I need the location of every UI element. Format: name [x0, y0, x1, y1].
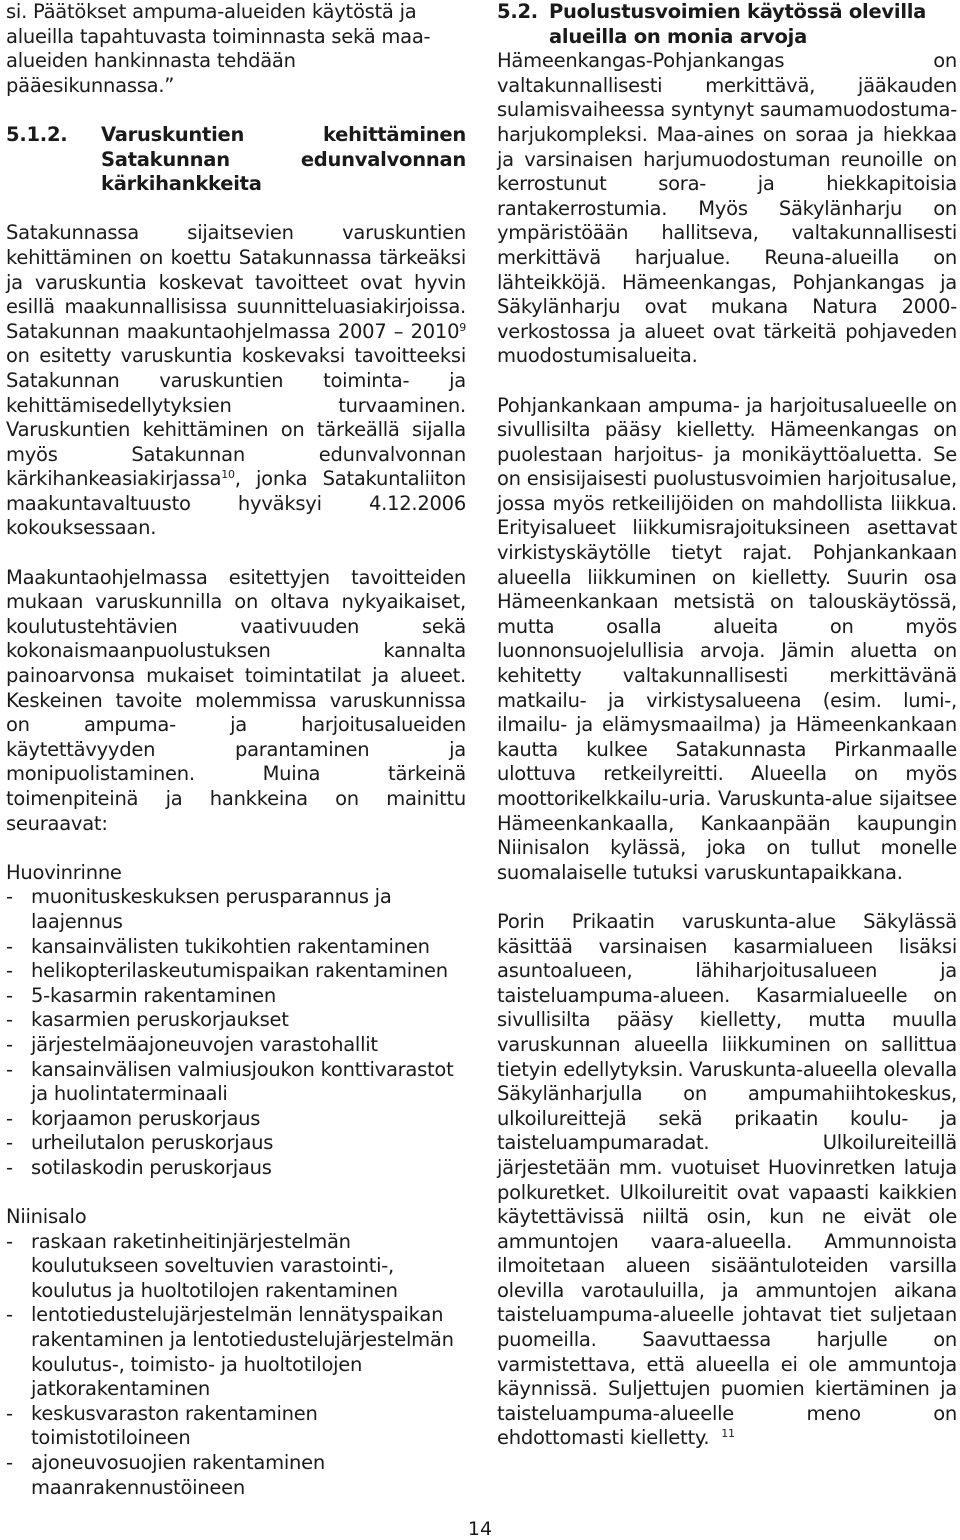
left-column: [6, 0, 466, 1500]
paragraph-text: Porin Prikaatin varuskunta-alue Säkylässä käsittää varsinaisen kasarmialueen lisäksi asuntoalueen, lähiharjoitusalueen ja taisteluampuma-alueen. Kasarmialueelle on sivullisilta pääsy kielletty, mutta muulla varuskunnan alueella liikkuminen on sallittua tietyin edellytyksin. Varuskunta-alueella olevalla Säkylänharjulla on ampumahiihtokeskus, ulkoilureittejä sekä prikaatin koulu- ja taisteluampumaradat. Ulkoilureiteillä järjestetään mm. vuotuiset Huovinretken latuja polkuretket. Ulkoilureitit ovat vapaasti kaikkien käytettävissä niiltä osin, kun ne eivät ole ammuntojen vaara-alueella. Ammunnoista ilmoitetaan alueen sisääntuloteiden varsilla olevilla varotauluilla, ja ammuntojen aikana taisteluampuma-alueelle johtavat tiet suljetaan puomeilla. Saavuttaessa harjulle on varmistettava, että alueella ei ole ammuntoja käynnissä. Suljettujen puomien kiertäminen ja taisteluampuma-alueelle meno on ehdottomasti kielletty.: [497, 909, 957, 1450]
list-item-text: sotilaskodin peruskorjaus: [31, 1155, 272, 1179]
list-item: [6, 1303, 466, 1401]
list-title-niinisalo: Niinisalo: [6, 1205, 87, 1229]
list-item: [6, 1033, 466, 1058]
list-item: [6, 1008, 466, 1033]
spacer: [6, 836, 466, 861]
section-heading-5-2: [497, 0, 957, 49]
footnote-ref: 10: [221, 468, 235, 482]
heading-number: 5.1.2.: [6, 122, 68, 146]
list-dash: -: [6, 934, 13, 958]
heading-title: Puolustusvoimien käytössä olevilla alueilla on monia arvoja: [549, 0, 927, 48]
paragraph-maakuntaohjelma: Maakuntaohjelmassa esitettyjen tavoitteiden mukaan varuskunnilla on oltava nykyaikaiset, koulutustehtävien vaativuuden sekä kokonaismaanpuolustuksen kannalta painoarvonsa mukaiset toimintatilat ja alueet. Keskeinen tavoite molemmissa varuskunnissa on ampuma- ja harjoitusalueiden käytettävyyden parantaminen ja monipuolistaminen. Muina tärkeinä toimenpiteinä ja hankkeina on mainittu seuraavat:: [6, 565, 466, 835]
spacer: [6, 98, 466, 123]
list-dash: -: [6, 1401, 13, 1425]
paragraph-pohjankankaan: Pohjankankaan ampuma- ja harjoitusalueelle on sivullisilta pääsy kielletty. Hämeenkangas on puolestaan harjoitus- ja monikäyttöaluetta. Se on ensisijaisesti puolustusvoimien harjoitusalue, jossa myös retkeilijöiden on mahdollista liikkua. Erityisalueet liikkumisrajoituksineen asettavat virkistyskäytölle tietyt rajat. Pohjankankaan alueella liikkuminen on kielletty. Suurin osa Hämeenkankaan metsistä on talouskäytössä, mutta osalla alueita on myös luonnonsuojelullisia arvoja. Jämin aluetta on kehitetty valtakunnallisesti merkittävänä matkailu- ja virkistysalueena (esim. lumi-, ilmailu- ja elämysmaailma) ja Hämeenkankaan kautta kulkee Satakunnasta Pirkanmaalle ulottuva retkeilyreitti. Alueella on myös moottorikelkkailu-uria. Varuskunta-alue sijaitsee Hämeenkankaalla, Kankaanpään kaupungin Niinisalon kylässä, joka on tullut monelle suomalaiselle tutuksi varuskuntapaikkana.: [497, 393, 957, 884]
spacer: [6, 541, 466, 566]
list-item: [6, 984, 466, 1009]
right-column: [497, 0, 957, 1451]
intro-paragraph: si. Päätökset ampuma-alueiden käytöstä ja alueilla tapahtuvasta toiminnasta sekä maa-alueiden hankinnasta tehdään pääesikunnassa.”: [6, 0, 431, 97]
list-item-text: korjaamon peruskorjaus: [31, 1106, 261, 1130]
huovinrinne-list: [6, 885, 466, 1180]
paragraph-hameenkangas: Hämeenkangas-Pohjankangas on valtakunnallisesti merkittävä, jääkauden sulamisvaiheessa syntynyt saumamuodostuma-harjukompleksi. Maa-aines on soraa ja hiekkaa ja varsinaisen harjumuodostuman reunoille on kerrostunut sora- ja hiekkapitoisia rantakerrostumia. Myös Säkylänharju on ympäristöään hallitseva, valtakunnallisesti merkittävä harjualue. Reuna-alueilla on lähteikköjä. Hämeenkangas, Pohjankangas ja Säkylänharju ovat mukana Natura 2000-verkostossa ja alueet ovat tärkeitä pohjaveden muodostumisalueita.: [497, 49, 957, 368]
list-item-text: raskaan raketinheitinjärjestelmän koulutukseen soveltuvien varastointi-, koulutus ja huoltotilojen rakentaminen: [31, 1229, 398, 1302]
list-dash: -: [6, 885, 13, 909]
heading-number: 5.2.: [497, 0, 538, 23]
list-dash: -: [6, 1106, 13, 1130]
list-dash: -: [6, 1155, 13, 1179]
list-item: [6, 885, 466, 934]
paragraph-text: on esitetty varuskuntia koskevaksi tavoitteeksi Satakunnan varuskuntien toiminta- ja kehittämisedellytyksien turvaaminen. Varuskuntien kehittäminen on tärkeällä sijalla myös Satakunnan edunvalvonnan kärkihankeasiakirjassa: [6, 344, 466, 491]
list-item-text: kansainvälisten tukikohtien rakentaminen: [31, 934, 430, 958]
list-title-huovinrinne: Huovinrinne: [6, 860, 122, 884]
list-dash: -: [6, 1008, 13, 1032]
footnote-ref: 9: [459, 320, 466, 334]
section-heading-5-1-2: [6, 123, 466, 197]
list-item: [6, 1230, 466, 1304]
list-dash: -: [6, 1451, 13, 1475]
list-dash: -: [6, 1229, 13, 1253]
spacer: [497, 885, 957, 910]
list-item: [6, 1058, 466, 1107]
heading-title: Varuskuntien kehittäminen Satakunnan edunvalvonnan kärkihankkeita: [101, 122, 466, 196]
list-item-text: helikopterilaskeutumispaikan rakentaminen: [31, 959, 448, 983]
list-item-text: keskusvaraston rakentaminen toimistotiloineen: [31, 1401, 318, 1450]
list-item-text: kasarmien peruskorjaukset: [31, 1008, 289, 1032]
spacer: [6, 1181, 466, 1206]
list-item: [6, 959, 466, 984]
list-item: [6, 1402, 466, 1451]
list-dash: -: [6, 983, 13, 1007]
list-item: [6, 935, 466, 960]
list-item-text: lentotiedustelujärjestelmän lennätyspaikan rakentaminen ja lentotiedustelujärjestelmän koulutus-, toimisto- ja huoltotilojen jatkorakentaminen: [31, 1303, 454, 1401]
footnote-ref: 11: [721, 1427, 735, 1441]
paragraph-text: , jonka Satakuntaliiton maakuntavaltuusto hyväksyi 4.12.2006 kokouksessaan.: [6, 467, 466, 540]
list-item-text: kansainvälisen valmiusjoukon konttivarastot ja huolintaterminaali: [31, 1057, 454, 1106]
list-item: [6, 1451, 466, 1500]
list-item-text: ajoneuvosuojien rakentaminen maanrakennustöineen: [31, 1451, 325, 1499]
list-dash: -: [6, 1057, 13, 1081]
list-item-text: urheilutalon peruskorjaus: [31, 1131, 274, 1155]
list-item-text: muonituskeskuksen perusparannus ja laajennus: [31, 885, 392, 933]
list-dash: -: [6, 959, 13, 983]
list-item-text: 5-kasarmin rakentaminen: [31, 983, 276, 1007]
niinisalo-list: [6, 1230, 466, 1501]
page-number: 14: [467, 1518, 493, 1540]
paragraph-varuskuntien-kehittaminen: [6, 221, 466, 541]
list-item-text: järjestelmäajoneuvojen varastohallit: [31, 1032, 378, 1056]
paragraph-text: Satakunnassa sijaitsevien varuskuntien kehittäminen on koettu Satakunnassa tärkeäksi ja varuskuntia koskevat tavoitteet ovat hyvin esillä maakunnallisissa suunnitteluasiakirjoissa. Satakunnan maakuntaohjelmassa 2007 – 2010: [6, 221, 466, 343]
list-item: [6, 1156, 466, 1181]
spacer: [6, 197, 466, 222]
list-dash: -: [6, 1131, 13, 1155]
list-dash: -: [6, 1032, 13, 1056]
list-item: [6, 1131, 466, 1156]
spacer: [497, 369, 957, 394]
list-dash: -: [6, 1303, 13, 1327]
list-item: [6, 1107, 466, 1132]
paragraph-porin-prikaati: [497, 910, 957, 1451]
